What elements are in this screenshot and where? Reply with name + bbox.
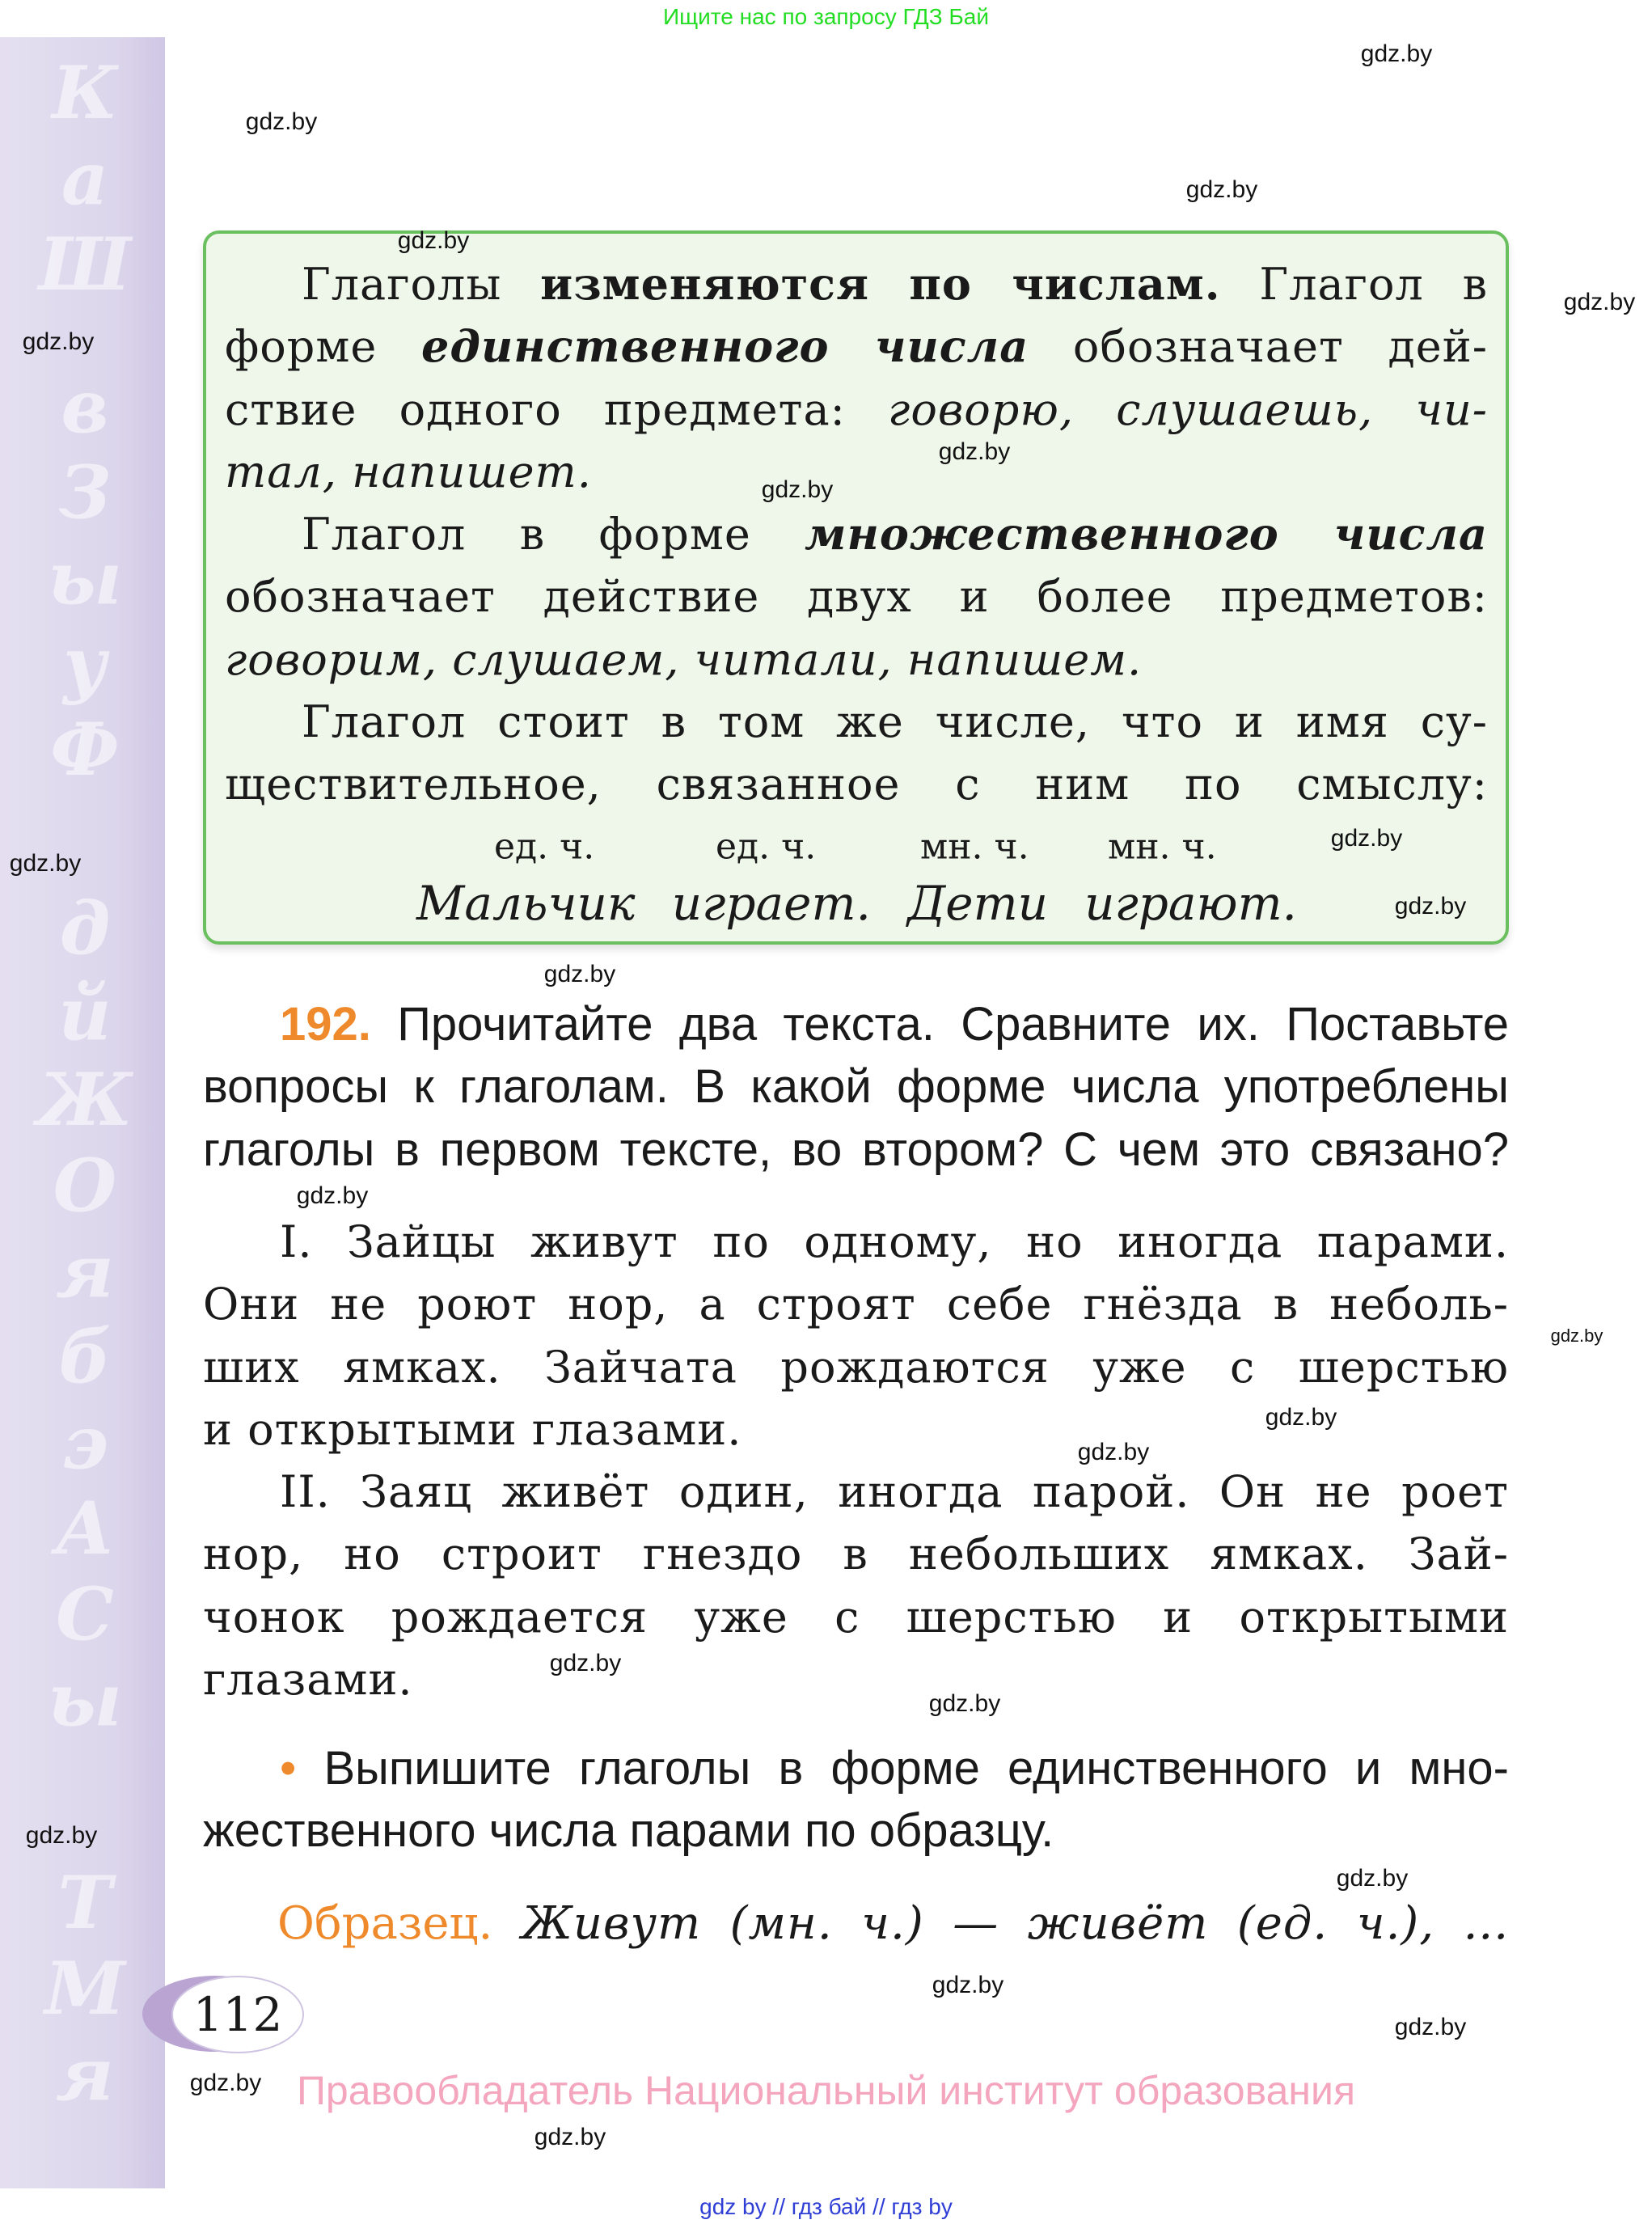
sidebar-letter: э: [61, 1400, 109, 1486]
watermark: gdz.by: [1330, 825, 1403, 852]
exercise-line: вопросы к глаголам. В какой форме числа употреблены: [203, 1060, 1509, 1114]
watermark: gdz.by: [1360, 40, 1433, 67]
sidebar-letter: б: [58, 1314, 112, 1400]
rule-line: [225, 378, 1488, 441]
rule-line: [225, 315, 1488, 378]
watermark: gdz.by: [1563, 289, 1636, 315]
watermark: gdz.by: [549, 1650, 622, 1676]
sidebar-letter: А: [55, 1486, 115, 1571]
sidebar-letter: Ш: [38, 222, 132, 307]
sidebar-letter: в: [61, 364, 109, 450]
task-text: Выпишите глаголы в форме единственного и мно-: [296, 1742, 1509, 1795]
page-number: 112: [171, 1976, 304, 2053]
bullet-icon: •: [280, 1742, 297, 1795]
text1-line: и открытыми глазами.: [203, 1403, 742, 1455]
sidebar-alphabet-decoration: [32, 1860, 137, 2117]
sidebar-letter: К: [52, 50, 118, 136]
watermark: gdz.by: [1336, 1865, 1409, 1892]
sidebar-letter: З: [58, 450, 112, 535]
sidebar-letter: я: [56, 1228, 114, 1314]
sidebar-alphabet-decoration: [32, 886, 137, 1743]
rule-text: ствие одного предмета:: [225, 383, 889, 435]
search-hint-banner: Ищите нас по запросу ГДЗ Бай: [662, 4, 990, 29]
footer-links[interactable]: gdz by // гдз бай // гдз by: [699, 2194, 953, 2219]
rule-line: обозначает действие двух и более предметов:: [225, 571, 1488, 623]
sidebar-letter: М: [44, 1946, 125, 2032]
text2-line: глазами.: [203, 1654, 413, 1706]
sidebar-letter: О: [53, 1143, 117, 1228]
watermark: gdz.by: [534, 2124, 606, 2150]
text2-line: чонок рождается уже с шерстью и открытыми: [203, 1591, 1509, 1643]
rule-text: форме: [225, 321, 422, 373]
watermark: gdz.by: [1550, 1326, 1603, 1346]
task-line: жественного числа парами по образцу.: [203, 1804, 1054, 1858]
copyright-notice: Правообладатель Национальный институт образования: [296, 2068, 1356, 2113]
watermark: gdz.by: [1265, 1404, 1337, 1431]
watermark: gdz.by: [9, 850, 82, 877]
watermark: gdz.by: [1077, 1439, 1150, 1465]
rule-example-italic: говорю, слушаешь, чи-: [888, 383, 1488, 435]
rule-line: тал, напишет.: [225, 446, 592, 497]
exercise-line: глаголы в первом тексте, во втором? С чем это связано?: [203, 1123, 1509, 1176]
watermark: gdz.by: [1394, 2014, 1467, 2040]
sidebar-letter: а: [61, 136, 109, 222]
exercise-line: [203, 993, 1509, 1055]
rule-term-bold: изменяются по числам.: [540, 258, 1221, 310]
text2-line: нор, но строит гнездо в небольших ямках. Зай-: [203, 1528, 1509, 1580]
rule-text: Глаголы: [302, 259, 541, 310]
sidebar-alphabet-decoration: [32, 364, 137, 793]
sidebar-letter: й: [58, 971, 112, 1057]
exercise-number: 192.: [280, 998, 371, 1051]
sidebar-letter: ы: [48, 1657, 122, 1743]
sidebar-letter: у: [63, 621, 107, 707]
sidebar-letter: Ф: [50, 707, 120, 793]
sample-text: Живут (мн. ч.) — живёт (ед. ч.), ...: [492, 1897, 1509, 1950]
watermark: gdz.by: [25, 1822, 98, 1849]
sidebar-letter: я: [56, 2032, 114, 2117]
watermark: gdz.by: [1394, 893, 1467, 920]
sidebar-alphabet-decoration: [32, 50, 137, 307]
number-label: ед. ч.: [494, 826, 595, 868]
number-label: мн. ч.: [920, 826, 1029, 868]
watermark: gdz.by: [296, 1182, 369, 1209]
task-line: [203, 1737, 1509, 1799]
rule-line: [225, 503, 1488, 565]
sample-label: Образец.: [277, 1897, 493, 1950]
watermark: gdz.by: [928, 1690, 1001, 1717]
rule-line: ществительное, связанное с ним по смыслу:: [225, 759, 1488, 810]
rule-text: Глагол в: [1220, 259, 1489, 310]
watermark: gdz.by: [761, 476, 834, 503]
text1-line: I. Зайцы живут по одному, но иногда парами.: [280, 1216, 1509, 1267]
rule-text: Глагол в форме: [302, 509, 805, 560]
rule-line: [225, 253, 1488, 315]
sidebar-letter: ы: [48, 535, 122, 621]
rule-line: говорим, слушаем, читали, напишем.: [225, 633, 1143, 685]
sidebar-letter: Ж: [36, 1057, 133, 1143]
exercise-instructions: [203, 993, 1509, 1181]
sidebar-letter: С: [56, 1571, 114, 1657]
number-label: мн. ч.: [1108, 826, 1217, 868]
number-label: ед. ч.: [716, 826, 817, 868]
watermark: gdz.by: [397, 227, 470, 254]
reading-texts: [203, 1211, 1509, 1710]
sidebar-letter: Т: [57, 1860, 112, 1946]
watermark: gdz.by: [1185, 176, 1258, 203]
text1-line: ших ямках. Зайчата рождаются уже с шерстью: [203, 1341, 1509, 1393]
exercise-text: Прочитайте два текста. Сравните их. Поставьте: [370, 998, 1509, 1051]
watermark: gdz.by: [245, 108, 318, 135]
sample-line: [203, 1892, 1509, 1955]
watermark: gdz.by: [189, 2070, 262, 2096]
watermark: gdz.by: [938, 438, 1011, 465]
watermark: gdz.by: [543, 961, 616, 987]
rule-line: Глагол стоит в том же числе, что и имя су-: [302, 696, 1488, 748]
sidebar-letter: д: [59, 886, 111, 971]
watermark: gdz.by: [932, 1972, 1004, 1998]
rule-term-bold-italic: множественного числа: [805, 508, 1488, 560]
grammar-rule-box: [203, 230, 1509, 945]
rule-text: обозначает дей-: [1029, 321, 1488, 373]
watermark: gdz.by: [22, 328, 95, 355]
text2-line: II. Заяц живёт один, иногда парой. Он не роет: [280, 1466, 1509, 1518]
text1-line: Они не роют нор, а строят себе гнёзда в неболь-: [203, 1279, 1509, 1330]
rule-example-sentence: Мальчик играет. Дети играют.: [416, 876, 1297, 931]
task-instructions: [203, 1737, 1509, 1862]
rule-term-bold-italic: единственного числа: [421, 320, 1029, 373]
